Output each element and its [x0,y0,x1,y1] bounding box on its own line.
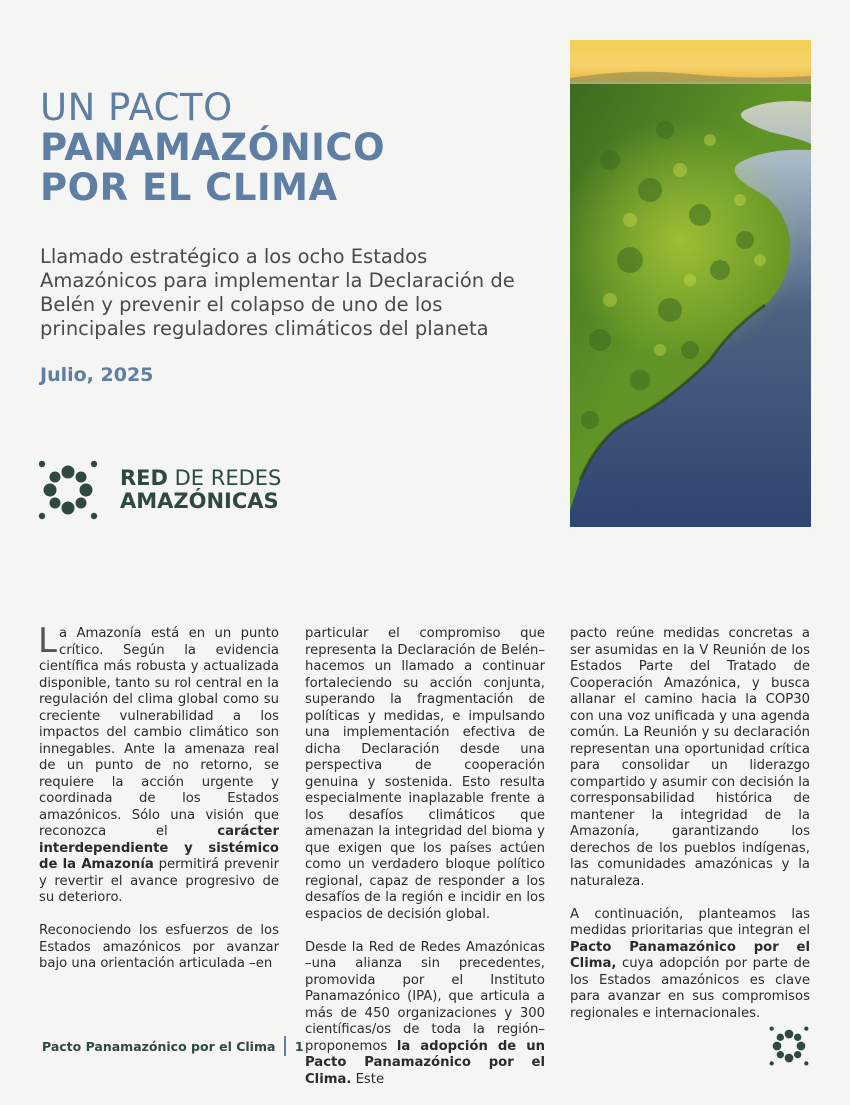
paragraph-intro [38,621,279,907]
paragraph-continued: pacto reúne medidas concretas a ser asumidas en la V Reunión de los Estados Parte del Tratado de Cooperación Amazónica, y busca allanar el camino hacia la COP30 con una voz unificada y una agenda común. La Reunión y su declaración representan una oportunidad crítica para consolidar un liderazgo compartido y asumir con decisión la corresponsabilidad histórica de mantener la integridad de la Amazonía, garantizando los derechos de los pueblos indígenas, las comunidades amazónicas y la naturaleza. [570,626,810,889]
title-line-2: PANAMAZÓNICO [40,126,386,169]
text-run: Desde la Red de Redes Amazónicas –una alianza sin precedentes, promovida por el Instituto Panamazónico (IPA), que articula a más de 450 organizaciones y 300 científicas/os de toda la región– proponemos [305,939,545,1054]
paragraph-reconociendo: Reconociendo los esfuerzos de los Estados amazónicos por avanzar bajo una orientación articulada –en [39,923,279,971]
text-run-bold: Pacto Panamazónico por el Clima, [570,939,810,971]
text-run: a Amazonía está en un punto crítico. Según la evidencia científica más robusta y actualizada disponible, tanto su rol central en la regulación del clima global como su creciente vulnerabilidad a los impactos del cambio climático son innegables. Ante la amenaza real de un punto de no retorno, se requiere la acción urgente y coordinada de los Estados amazónicos. Sólo una visión que reconozca el [39,626,279,839]
logo-word-rest: DE REDES [174,466,282,490]
text-run: Este [351,1071,385,1087]
text-run: A continuación, planteamos las medidas prioritarias que integran el [570,906,810,938]
logo-word-bold: RED [120,466,168,490]
document-title [40,88,385,208]
logo-wordmark [120,467,281,513]
footer-label: Pacto Panamazónico por el Clima [42,1038,276,1054]
text-run-bold: carácter interdependiente y sistémico de la Amazonía [39,824,279,872]
paragraph-continuacion [570,907,810,1023]
red-de-redes-logo [38,460,281,520]
document-subtitle: Llamado estratégico a los ocho Estados Amazónicos para implementar la Declaración de Belén y prevenir el colapso de uno de los principales reguladores climáticos del planeta [40,245,515,340]
amazon-river-aerial-photo [570,40,811,527]
text-run-bold: la adopción de un Pacto Panamazónico por el Clima. [305,1038,545,1087]
title-line-1: UN PACTO [40,86,233,129]
text-run: permitirá prevenir y revertir el avance progresivo de su deterioro. [39,857,279,905]
logo-word-line2: AMAZÓNICAS [120,489,279,513]
network-nodes-icon [38,460,98,520]
page-number: 1 [294,1038,304,1054]
paragraph-continued: particular el compromiso que representa la Declaración de Belén– hacemos un llamado a continuar fortaleciendo su acción conjunta, superando la fragmentación de políticas y medidas, e impulsando una implementación efectiva de dicha Declaración desde una perspectiva de cooperación genuina y sostenida. Esto resulta especialmente inaplazable frente a los desafíos climáticos que amenazan la integridad del bioma y que exigen que los países actúen como un verdadero bloque político regional, capaz de responder a los desafíos de la región e incidir en los espacios de decisión global. [305,626,545,922]
drop-cap: L [38,621,57,661]
footer-divider [284,1036,286,1056]
publication-date: Julio, 2025 [40,364,154,386]
text-run: cuya adopción por parte de los Estados amazónicos es clave para avanzar en sus compromisos regionales e internacionales. [570,956,810,1021]
body-column-3 [570,626,810,1039]
body-column-1 [38,621,279,989]
title-line-3: POR EL CLIMA [40,166,338,209]
paragraph-red-de-redes [305,940,545,1089]
footer-network-icon [769,1026,809,1066]
page-footer [42,1036,304,1056]
body-column-2 [305,626,545,1105]
